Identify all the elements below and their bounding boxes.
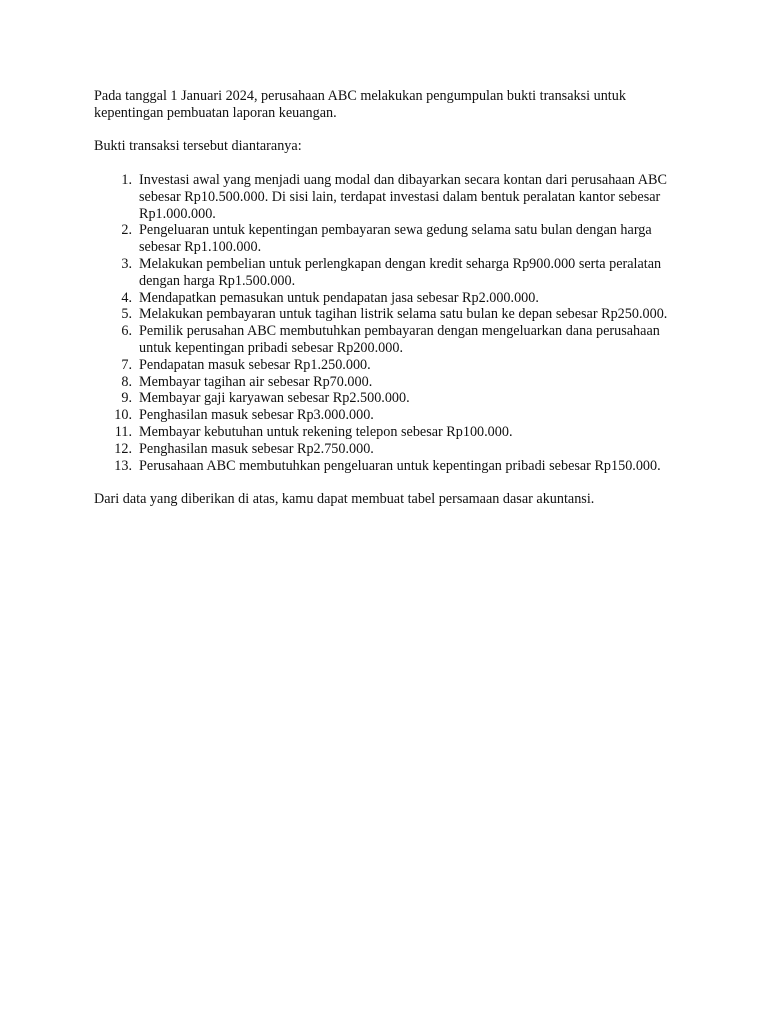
list-item bbox=[94, 222, 684, 256]
list-item-text: Perusahaan ABC membutuhkan pengeluaran untuk kepentingan pribadi sebesar Rp150.000. bbox=[139, 457, 661, 474]
list-item-text: Pengeluaran untuk kepentingan pembayaran sewa gedung selama satu bulan dengan harga sebesar Rp1.100.000. bbox=[139, 222, 652, 256]
list-item-text: Penghasilan masuk sebesar Rp2.750.000. bbox=[139, 440, 374, 457]
list-item bbox=[94, 458, 684, 475]
list-item-text: Investasi awal yang menjadi uang modal dan dibayarkan secara kontan dari perusahaan ABC sebesar Rp10.500.000. Di sisi lain, terdapat investasi dalam bentuk peralatan kantor sebesar Rp1.000.000. bbox=[139, 171, 667, 222]
list-item-text: Membayar tagihan air sebesar Rp70.000. bbox=[139, 373, 373, 390]
list-item-number: 9. bbox=[121, 390, 132, 407]
list-item-number: 5. bbox=[121, 306, 132, 323]
list-item-number: 2. bbox=[121, 222, 132, 239]
list-item-text: Penghasilan masuk sebesar Rp3.000.000. bbox=[139, 407, 374, 424]
list-item-text: Melakukan pembelian untuk perlengkapan dengan kredit seharga Rp900.000 serta peralatan dengan harga Rp1.500.000. bbox=[139, 255, 662, 289]
list-item-number: 11. bbox=[114, 423, 132, 440]
list-item bbox=[94, 306, 684, 323]
list-item-number: 3. bbox=[121, 255, 132, 272]
list-item bbox=[94, 441, 684, 458]
list-item-text: Pendapatan masuk sebesar Rp1.250.000. bbox=[139, 356, 371, 373]
list-item bbox=[94, 290, 684, 307]
paragraph-gap bbox=[94, 474, 684, 491]
closing-paragraph: Dari data yang diberikan di atas, kamu dapat membuat tabel persamaan dasar akuntansi. bbox=[94, 491, 595, 508]
list-item-number: 4. bbox=[121, 289, 132, 306]
list-item-number: 13. bbox=[114, 457, 132, 474]
list-item-number: 10. bbox=[114, 407, 132, 424]
list-item-number: 1. bbox=[121, 171, 132, 188]
list-item-number: 7. bbox=[121, 356, 132, 373]
list-item-number: 12. bbox=[114, 440, 132, 457]
list-item bbox=[94, 424, 684, 441]
list-item-text: Mendapatkan pemasukan untuk pendapatan jasa sebesar Rp2.000.000. bbox=[139, 289, 539, 306]
paragraph-gap bbox=[94, 155, 684, 172]
list-item bbox=[94, 172, 684, 222]
list-item bbox=[94, 323, 684, 357]
document-body bbox=[94, 88, 684, 508]
list-item bbox=[94, 390, 684, 407]
list-item-number: 8. bbox=[121, 373, 132, 390]
transaction-list bbox=[94, 172, 684, 474]
intro-paragraph: Pada tanggal 1 Januari 2024, perusahaan ABC melakukan pengumpulan bukti transaksi untuk kepentingan pembuatan laporan keuangan. bbox=[94, 88, 626, 121]
list-heading: Bukti transaksi tersebut diantaranya: bbox=[94, 138, 302, 155]
list-item-text: Melakukan pembayaran untuk tagihan listrik selama satu bulan ke depan sebesar Rp250.000. bbox=[139, 306, 668, 323]
list-item bbox=[94, 357, 684, 374]
list-item-number: 6. bbox=[121, 323, 132, 340]
paragraph-gap bbox=[94, 122, 684, 139]
list-item bbox=[94, 256, 684, 290]
list-item bbox=[94, 374, 684, 391]
list-item-text: Membayar kebutuhan untuk rekening telepon sebesar Rp100.000. bbox=[139, 423, 513, 440]
list-item bbox=[94, 407, 684, 424]
list-item-text: Membayar gaji karyawan sebesar Rp2.500.000. bbox=[139, 390, 410, 407]
list-item-text: Pemilik perusahan ABC membutuhkan pembayaran dengan mengeluarkan dana perusahaan untuk kepentingan pribadi sebesar Rp200.000. bbox=[139, 323, 660, 356]
